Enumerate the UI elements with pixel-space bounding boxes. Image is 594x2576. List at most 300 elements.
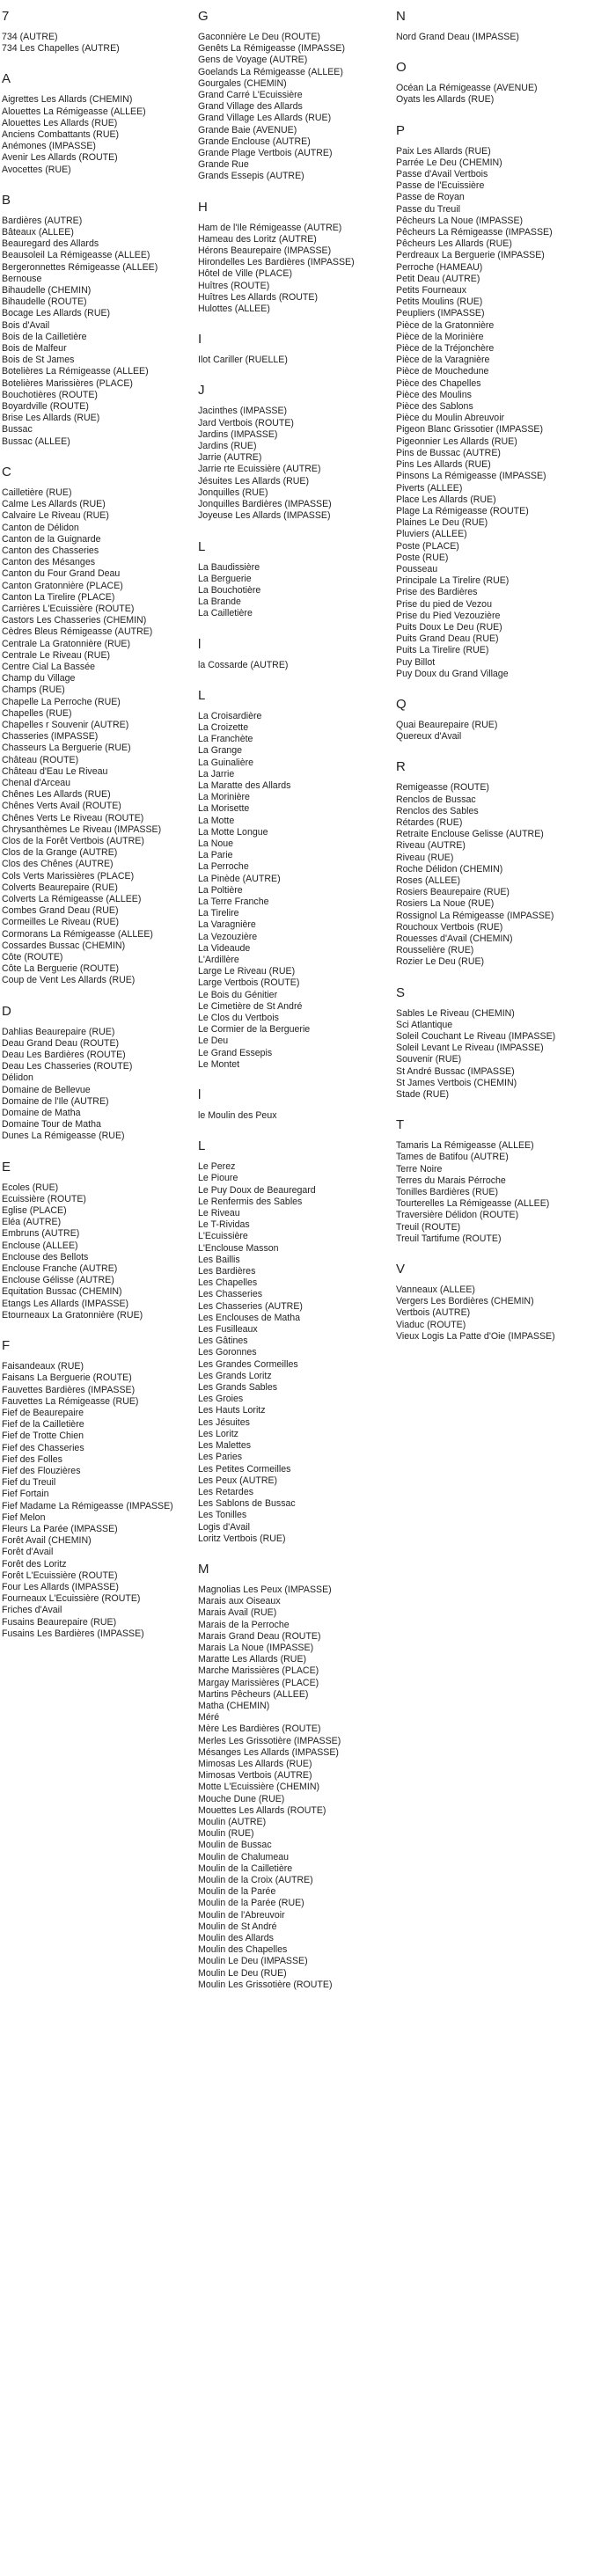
street-name: Clos des Chênes (AUTRE) (2, 859, 114, 870)
street-name: Champs (RUE) (2, 684, 65, 696)
street-name: La Parie (198, 850, 233, 861)
street-name: La Varagnière (198, 919, 256, 931)
street-name: Marche Marissières (PLACE) (198, 1665, 319, 1677)
street-name: La Cailletière (198, 608, 253, 619)
street-name: Hirondelles Les Bardières (IMPASSE) (198, 257, 355, 268)
street-name: Fauvettes La Rémigeasse (RUE) (2, 1395, 139, 1407)
street-name: La Motte Longue (198, 826, 268, 838)
section-letter-heading: J (198, 383, 205, 399)
section-letter-heading: E (2, 1159, 11, 1175)
street-name: Deau Les Chasseries (ROUTE) (2, 1061, 133, 1072)
street-list (396, 1008, 590, 1101)
street-name: Les Hauts Loritz (198, 1405, 266, 1416)
street-name: Domaine Tour de Matha (2, 1119, 101, 1131)
street-name: Cormeilles Le Riveau (RUE) (2, 917, 120, 928)
street-name: Jardins (IMPASSE) (198, 428, 278, 440)
street-name: Le Grand Essepis (198, 1047, 273, 1058)
street-name: Boyardville (ROUTE) (2, 401, 89, 413)
street-name: Logis d'Avail (198, 1521, 250, 1533)
street-name: Quai Beaurepaire (RUE) (396, 719, 498, 730)
street-name: Place Les Allards (RUE) (396, 494, 496, 505)
street-name: Les Petites Cormeilles (198, 1463, 291, 1475)
street-name: Etangs Les Allards (IMPASSE) (2, 1298, 129, 1309)
street-list (2, 94, 195, 175)
street-name: Huîtres Les Allards (ROUTE) (198, 291, 318, 303)
street-name: La Croisardière (198, 710, 262, 721)
street-name: Genêts La Rémigeasse (IMPASSE) (198, 43, 346, 55)
street-name: Les Loritz (198, 1428, 238, 1439)
street-list (396, 32, 590, 43)
street-name: Perdreaux La Berguerie (IMPASSE) (396, 250, 545, 261)
street-name: Rousselière (RUE) (396, 945, 474, 956)
street-name: Pousseau (396, 563, 438, 574)
street-name: Pièce de la Gratonnière (396, 319, 495, 331)
section-letter-heading: B (2, 192, 11, 208)
street-name: Les Gâtines (198, 1336, 248, 1347)
street-name: Poste (PLACE) (396, 540, 459, 552)
street-name: Avenir Les Allards (ROUTE) (2, 152, 118, 164)
street-name: Combes Grand Deau (RUE) (2, 905, 119, 917)
street-name: Parrée Le Deu (CHEMIN) (396, 157, 502, 168)
section-letter-heading: I (198, 332, 202, 348)
street-name: Le Cimetière de St André (198, 1000, 303, 1012)
section-letter-heading: 7 (2, 9, 10, 24)
street-name: Le Bois du Génitier (198, 989, 278, 1000)
street-name: La Noue (198, 838, 234, 849)
street-name: Les Groies (198, 1394, 244, 1405)
street-name: Renclos de Bussac (396, 794, 476, 805)
street-name: Chapelles (RUE) (2, 707, 72, 719)
street-name: Hérons Beaurepaire (IMPASSE) (198, 245, 332, 257)
street-name: Pêcheurs La Noue (IMPASSE) (396, 215, 524, 226)
street-name: La Guinalière (198, 757, 254, 768)
street-name: Prise du Pied Vezouzière (396, 610, 501, 621)
street-name: Les Malettes (198, 1440, 252, 1452)
street-name: Moulin de la Cailletière (198, 1862, 293, 1874)
street-name: Chrysanthèmes Le Riveau (IMPASSE) (2, 823, 162, 835)
street-name: Fief du Treuil (2, 1477, 56, 1489)
street-name: Le Puy Doux de Beauregard (198, 1184, 316, 1196)
index-section (2, 71, 195, 175)
street-name: Grand Village des Allards (198, 101, 303, 113)
street-name: Vieux Logis La Patte d'Oie (IMPASSE) (396, 1330, 555, 1342)
street-name: Marais Grand Deau (ROUTE) (198, 1630, 321, 1642)
street-name: Calvaire Le Riveau (RUE) (2, 510, 109, 522)
street-name: Château (ROUTE) (2, 754, 79, 765)
street-name: Jonquilles Bardières (IMPASSE) (198, 499, 332, 510)
street-name: Les Sablons de Bussac (198, 1498, 296, 1510)
street-name: Pêcheurs La Rémigeasse (IMPASSE) (396, 227, 553, 238)
street-name: Riveau (RUE) (396, 852, 454, 863)
street-name: Dahlias Beaurepaire (RUE) (2, 1026, 115, 1037)
street-name: Peupliers (IMPASSE) (396, 308, 485, 319)
section-letter-heading: F (2, 1338, 11, 1354)
street-name: Bardières (AUTRE) (2, 215, 83, 226)
street-name: Carrières L'Ecuissière (ROUTE) (2, 603, 135, 614)
index-section (2, 465, 195, 987)
street-name: Gaconnière Le Deu (ROUTE) (198, 32, 320, 42)
street-name: Hôtel de Ville (PLACE) (198, 268, 292, 280)
street-name: Gourgales (CHEMIN) (198, 77, 287, 89)
street-name: Ecoles (RUE) (2, 1182, 59, 1193)
street-name: Les Chapelles (198, 1277, 258, 1289)
street-name: Fief de la Cailletière (2, 1419, 84, 1431)
street-name: Vertbois (AUTRE) (396, 1307, 471, 1319)
street-name: Moulin des Chapelles (198, 1944, 288, 1956)
street-name: Bussac (2, 424, 33, 435)
street-name: Fief Madame La Rémigeasse (IMPASSE) (2, 1500, 173, 1511)
street-name: Jardins (RUE) (198, 441, 257, 452)
street-name: Mouche Dune (RUE) (198, 1793, 285, 1804)
street-name: Canton des Mésanges (2, 557, 96, 568)
street-name: Champ du Village (2, 673, 76, 684)
street-list (396, 83, 590, 106)
street-name: Bois de Malfeur (2, 343, 67, 355)
street-name: La Brande (198, 596, 241, 608)
street-name: Prise des Bardières (396, 587, 478, 598)
street-name: Fief des Flouzières (2, 1465, 81, 1476)
street-list (396, 1284, 590, 1343)
street-name: Prise du pied de Vezou (396, 598, 492, 610)
street-name: La Jarrie (198, 768, 235, 779)
street-name: Traversière Délidon (ROUTE) (396, 1210, 519, 1221)
street-name: Bernouse (2, 273, 42, 284)
street-name: Cèdres Bleus Rémigeasse (AUTRE) (2, 626, 153, 638)
street-name: Centrale La Gratonnière (RUE) (2, 638, 131, 649)
street-name: Joyeuse Les Allards (IMPASSE) (198, 510, 331, 522)
street-name: Grande Baie (AVENUE) (198, 124, 297, 135)
street-name: Oyats les Allards (RUE) (396, 94, 495, 106)
street-name: Côte La Berguerie (ROUTE) (2, 963, 120, 975)
street-name: Enclouse (ALLEE) (2, 1240, 78, 1251)
street-name: Ham de l'Ile Rémigeasse (AUTRE) (198, 222, 342, 233)
street-name: Canton La Tirelire (PLACE) (2, 591, 115, 603)
street-name: Quereux d'Avail (396, 731, 462, 743)
street-name: Puy Billot (396, 656, 436, 668)
street-name: Grande Enclouse (AUTRE) (198, 135, 311, 147)
street-name: Centre Cial La Bassée (2, 661, 95, 672)
street-name: Deau Grand Deau (ROUTE) (2, 1037, 120, 1049)
street-name: Le T-Rividas (198, 1219, 250, 1231)
street-name: Petit Deau (AUTRE) (396, 273, 480, 284)
street-name: Fief de Trotte Chien (2, 1431, 84, 1442)
street-name: Goelands La Rémigeasse (ALLEE) (198, 66, 343, 77)
street-name: Renclos des Sables (396, 805, 479, 816)
street-name: Bois de St James (2, 355, 75, 366)
street-name: Méré (198, 1712, 220, 1723)
street-name: Enclouse Gélisse (AUTRE) (2, 1275, 114, 1286)
street-name: Domaine de Matha (2, 1108, 81, 1119)
street-name: Moulin Les Grissotière (ROUTE) (198, 1979, 333, 1990)
street-name: Le Riveau (198, 1208, 240, 1219)
street-name: Château d'Eau Le Riveau (2, 765, 108, 777)
street-name: Moulin de Chalumeau (198, 1851, 290, 1862)
street-name: Grande Rue (198, 159, 249, 171)
street-name: Moulin de Bussac (198, 1840, 272, 1851)
street-name: La Bouchotière (198, 584, 261, 596)
section-letter-heading: L (198, 687, 206, 703)
street-name: La Tirelire (198, 908, 239, 919)
street-name: Deau Les Bardières (ROUTE) (2, 1050, 126, 1061)
street-list (198, 406, 392, 522)
street-name: Martins Pêcheurs (ALLEE) (198, 1688, 309, 1700)
street-list (2, 216, 195, 448)
street-name: Jard Vertbois (ROUTE) (198, 417, 294, 428)
street-name: Colverts Beaurepaire (RUE) (2, 882, 118, 893)
street-list (396, 146, 590, 680)
section-letter-heading: L (198, 538, 206, 554)
street-name: Cossardes Bussac (CHEMIN) (2, 940, 126, 951)
street-name: Four Les Allards (IMPASSE) (2, 1581, 119, 1592)
street-name: Clos de la Grange (AUTRE) (2, 847, 118, 859)
street-list (198, 711, 392, 1071)
index-section (2, 1338, 195, 1640)
street-name: Ilot Cariller (RUELLE) (198, 355, 288, 366)
street-name: Canton de Délidon (2, 522, 79, 533)
street-name: Large Vertbois (ROUTE) (198, 977, 300, 989)
street-name: Plaines Le Deu (RUE) (396, 517, 488, 529)
street-name: Huîtres (ROUTE) (198, 280, 270, 291)
street-list (396, 1140, 590, 1245)
street-name: Jarrie rte Ecuissière (AUTRE) (198, 464, 321, 475)
street-name: Treuil (ROUTE) (396, 1221, 461, 1233)
street-name: Roche Délidon (CHEMIN) (396, 863, 503, 875)
street-list (396, 782, 590, 968)
section-letter-heading: H (198, 199, 208, 215)
street-name: Puits Grand Deau (RUE) (396, 633, 499, 645)
street-name: Les Baillis (198, 1254, 240, 1265)
street-name: Brise Les Allards (RUE) (2, 413, 100, 424)
street-name: Petits Fourneaux (396, 285, 467, 296)
street-name: Terres du Marais Pérroche (396, 1175, 506, 1186)
street-name: Castors Les Chasseries (CHEMIN) (2, 615, 147, 626)
street-name: Le Montet (198, 1058, 240, 1070)
street-name: Beausoleil La Rémigeasse (ALLEE) (2, 250, 150, 261)
street-name: Viaduc (ROUTE) (396, 1319, 466, 1330)
street-name: Paix Les Allards (RUE) (396, 145, 491, 157)
street-name: 734 Les Chapelles (AUTRE) (2, 43, 120, 55)
street-name: Grands Essepis (AUTRE) (198, 171, 304, 182)
section-letter-heading: G (198, 9, 209, 24)
street-name: Maratte Les Allards (RUE) (198, 1654, 307, 1665)
street-name: Riveau (AUTRE) (396, 840, 466, 852)
street-name: Puy Doux du Grand Village (396, 668, 509, 679)
street-name: Grand Carré L'Ecuissière (198, 90, 303, 101)
street-name: Les Paries (198, 1452, 243, 1463)
street-name: Les Grands Loritz (198, 1370, 272, 1381)
street-name: Pièce de la Tréjonchère (396, 343, 495, 355)
street-name: Tonilles Bardières (RUE) (396, 1187, 498, 1198)
street-name: Moulin Le Deu (RUE) (198, 1967, 287, 1979)
street-name: Marais de la Perroche (198, 1619, 290, 1630)
street-name: Fauvettes Bardières (IMPASSE) (2, 1384, 136, 1395)
street-name: Jésuites Les Allards (RUE) (198, 475, 309, 487)
street-name: Soleil Levant Le Riveau (IMPASSE) (396, 1043, 544, 1054)
street-name: Embruns (AUTRE) (2, 1228, 80, 1240)
street-name: Fief Melon (2, 1511, 46, 1523)
street-name: Puits Doux Le Deu (RUE) (396, 621, 502, 633)
street-list (198, 1584, 392, 1991)
index-section (396, 697, 590, 743)
section-letter-heading: l (198, 1087, 202, 1103)
index-section (396, 759, 590, 968)
street-name: Avocettes (RUE) (2, 164, 71, 175)
street-name: Alouettes La Rémigeasse (ALLEE) (2, 106, 146, 117)
street-name: Jacinthes (IMPASSE) (198, 406, 288, 417)
street-name: La Pinède (AUTRE) (198, 873, 281, 884)
street-name: Passe du Treuil (396, 203, 461, 215)
index-section (198, 688, 392, 1071)
street-name: Eléa (AUTRE) (2, 1217, 62, 1228)
street-name: La Motte (198, 815, 235, 826)
street-list (2, 32, 195, 55)
street-name: Pêcheurs Les Allards (RUE) (396, 238, 512, 250)
street-name: Tourterelles La Rémigeasse (ALLEE) (396, 1198, 550, 1210)
street-name: Cailletière (RUE) (2, 487, 72, 498)
street-list (198, 32, 392, 183)
street-name: Etourneaux La Gratonnière (RUE) (2, 1309, 143, 1321)
street-list (396, 720, 590, 743)
street-name: Les Grandes Cormeilles (198, 1358, 298, 1370)
street-name: Fief Fortain (2, 1489, 49, 1500)
street-name: La Maratte des Allards (198, 779, 291, 791)
street-name: Chapelles r Souvenir (AUTRE) (2, 719, 129, 730)
section-letter-heading: l (198, 636, 202, 652)
index-section (2, 193, 195, 448)
street-name: Hameau des Loritz (AUTRE) (198, 233, 317, 245)
street-name: Les Grands Sables (198, 1382, 278, 1394)
street-list (198, 1161, 392, 1545)
street-name: Chapelle La Perroche (RUE) (2, 696, 121, 707)
street-name: Moulin de la Croix (AUTRE) (198, 1875, 313, 1885)
street-name: Forêt Avail (CHEMIN) (2, 1535, 92, 1547)
street-name: Sables Le Riveau (CHEMIN) (396, 1007, 515, 1019)
street-name: Ecuissière (ROUTE) (2, 1193, 86, 1204)
street-name: Faisandeaux (RUE) (2, 1361, 84, 1372)
section-letter-heading: V (396, 1262, 406, 1277)
street-name: La Perroche (198, 861, 249, 873)
index-section (396, 60, 590, 106)
street-name: Les Chasseries (198, 1289, 263, 1300)
section-letter-heading: N (396, 9, 406, 24)
street-list (198, 1110, 392, 1122)
street-name: Chasseurs La Berguerie (RUE) (2, 743, 131, 754)
index-column-2 (198, 9, 392, 2008)
street-name: Bihaudelle (CHEMIN) (2, 285, 92, 296)
street-name: Poste (RUE) (396, 552, 449, 563)
street-name: Fourneaux L'Ecuissière (ROUTE) (2, 1593, 141, 1605)
street-name: Puits La Tirelire (RUE) (396, 645, 489, 656)
street-name: Marais aux Oiseaux (198, 1596, 281, 1607)
street-name: Pins Les Allards (RUE) (396, 459, 491, 471)
street-name: Bocage Les Allards (RUE) (2, 308, 111, 319)
index-section (2, 1160, 195, 1321)
section-letter-heading: A (2, 71, 11, 87)
street-name: Piverts (ALLEE) (396, 482, 463, 494)
street-name: Enclouse Franche (AUTRE) (2, 1263, 118, 1275)
street-name: Vanneaux (ALLEE) (396, 1284, 475, 1296)
street-name: L'Enclouse Masson (198, 1242, 279, 1254)
section-letter-heading: M (198, 1561, 209, 1577)
street-name: Le Cormier de la Berguerie (198, 1024, 311, 1036)
street-name: Marais La Noue (IMPASSE) (198, 1642, 314, 1653)
street-name: St James Vertbois (CHEMIN) (396, 1077, 517, 1088)
street-name: Eglise (PLACE) (2, 1205, 67, 1217)
street-name: Canton du Four Grand Deau (2, 568, 121, 580)
street-name: Forêt des Loritz (2, 1558, 67, 1570)
street-name: Coup de Vent Les Allards (RUE) (2, 975, 136, 986)
street-name: Canton de la Guignarde (2, 533, 101, 545)
street-name: Rozier Le Deu (RUE) (396, 956, 485, 968)
street-name: Botelières Marissières (PLACE) (2, 377, 133, 389)
index-section (396, 9, 590, 43)
street-name: Vergers Les Bordières (CHEMIN) (396, 1296, 534, 1307)
street-name: Fief des Chasseries (2, 1442, 84, 1453)
street-name: Moulin de la Parée (198, 1886, 276, 1898)
section-letter-heading: P (396, 122, 406, 138)
street-name: Les Enclouses de Matha (198, 1312, 301, 1323)
street-name: Beauregard des Allards (2, 238, 99, 250)
street-name: La Baudissière (198, 561, 260, 573)
street-name: Colverts La Rémigeasse (ALLEE) (2, 894, 142, 904)
street-name: Mouettes Les Allards (ROUTE) (198, 1804, 326, 1816)
street-name: Mésanges Les Allards (IMPASSE) (198, 1746, 339, 1758)
street-name: La Videaude (198, 942, 251, 954)
street-name: Chênes Verts Avail (ROUTE) (2, 801, 121, 812)
street-name: La Terre Franche (198, 896, 269, 907)
street-name: Les Fusilleaux (198, 1324, 258, 1336)
street-name: Les Peux (AUTRE) (198, 1475, 278, 1486)
street-name: Botelières La Rémigeasse (ALLEE) (2, 366, 149, 377)
street-name: Bergeronnettes Rémigeasse (ALLEE) (2, 261, 158, 273)
index-section (396, 1117, 590, 1245)
street-name: Les Bardières (198, 1266, 256, 1277)
street-name: Motte L'Ecuissière (CHEMIN) (198, 1782, 320, 1793)
street-name: Enclouse des Bellots (2, 1251, 89, 1262)
street-name: Le Renfermis des Sables (198, 1196, 303, 1207)
street-name: Terre Noire (396, 1163, 443, 1175)
index-section (198, 383, 392, 522)
street-name: Anémones (IMPASSE) (2, 141, 96, 152)
street-name: Grand Village Les Allards (RUE) (198, 113, 332, 124)
street-name: Canton des Chasseries (2, 545, 99, 556)
street-name: Côte (ROUTE) (2, 952, 63, 963)
street-name: Domaine de Bellevue (2, 1084, 91, 1095)
street-name: La Grange (198, 745, 243, 757)
street-name: La Morinière (198, 792, 250, 803)
section-letter-heading: O (396, 60, 407, 76)
street-name: Pigeonnier Les Allards (RUE) (396, 435, 517, 447)
street-name: Bois d'Avail (2, 319, 50, 331)
street-name: Les Chasseries (AUTRE) (198, 1300, 303, 1312)
street-name: Equitation Bussac (CHEMIN) (2, 1286, 122, 1298)
street-name: Le Pioure (198, 1173, 238, 1184)
street-name: Pièce de Mouchedune (396, 366, 489, 377)
street-name: Les Jésuites (198, 1416, 250, 1428)
street-name: Le Clos du Vertbois (198, 1013, 279, 1023)
street-name: Rossignol La Rémigeasse (IMPASSE) (396, 910, 554, 921)
street-name: Les Goronnes (198, 1347, 257, 1358)
street-list (198, 355, 392, 366)
index-section (198, 200, 392, 316)
street-name: Aigrettes Les Allards (CHEMIN) (2, 94, 133, 106)
street-name: Passe de Royan (396, 192, 465, 203)
street-name: Canton Gratonnière (PLACE) (2, 580, 123, 591)
section-letter-heading: S (396, 984, 406, 1000)
street-name: Dunes La Rémigeasse (RUE) (2, 1131, 125, 1142)
street-name: Principale La Tirelire (RUE) (396, 575, 510, 587)
section-letter-heading: D (2, 1003, 11, 1019)
